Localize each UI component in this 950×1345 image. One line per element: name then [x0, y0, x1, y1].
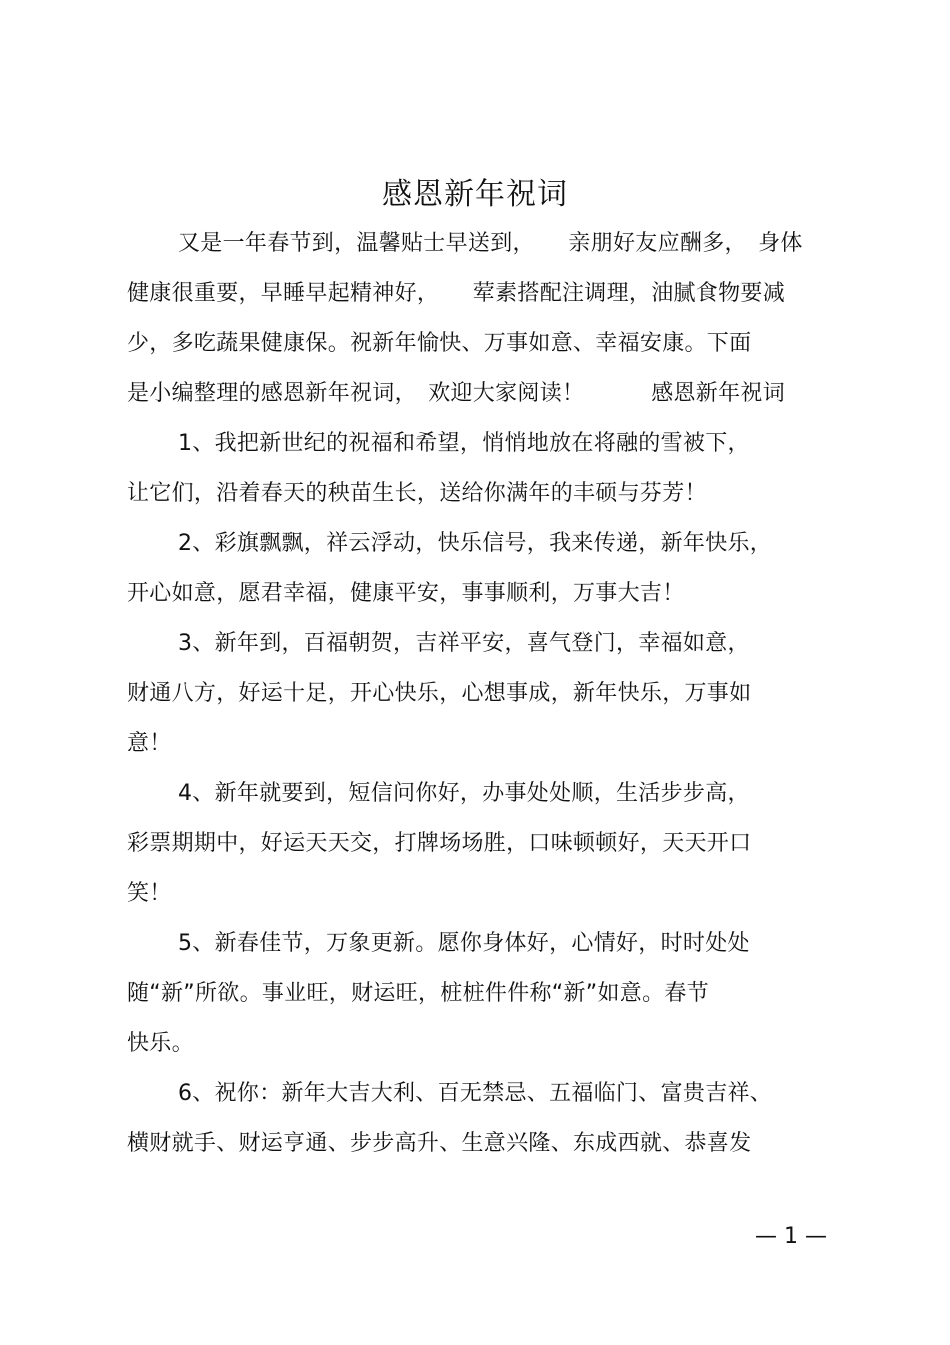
text-line: 1、我把新世纪的祝福和希望，悄悄地放在将融的雪被下，	[178, 431, 750, 456]
text-line: 随“新”所欲。事业旺，财运旺，桩桩件件称“新”如意。春节	[127, 981, 709, 1006]
text-line: 横财就手、财运亨通、步步高升、生意兴隆、东成西就、恭喜发	[127, 1131, 752, 1156]
page-number: — 1 —	[755, 1224, 827, 1249]
text-line: 财通八方，好运十足，开心快乐，心想事成，新年快乐，万事如	[127, 681, 752, 706]
text-line: 又是一年春节到，温馨贴士早送到， 亲朋好友应酬多， 身体	[178, 231, 803, 256]
text-line: 少，多吃蔬果健康保。祝新年愉快、万事如意、幸福安康。下面	[127, 331, 752, 356]
text-line: 彩票期期中，好运天天交，打牌场场胜，口味顿顿好，天天开口	[127, 831, 752, 856]
text-line: 4、新年就要到，短信问你好，办事处处顺，生活步步高，	[178, 781, 750, 806]
text-line: 意！	[127, 731, 172, 756]
text-line: 笑！	[127, 881, 172, 906]
text-line: 2、彩旗飘飘，祥云浮动，快乐信号，我来传递，新年快乐，	[178, 531, 773, 556]
document-title: 感恩新年祝词	[382, 177, 568, 212]
text-line: 6、祝你：新年大吉大利、百无禁忌、五福临门、富贵吉祥、	[178, 1081, 773, 1106]
text-line: 3、新年到，百福朝贺，吉祥平安，喜气登门，幸福如意，	[178, 631, 750, 656]
text-line: 健康很重要，早睡早起精神好， 荤素搭配注调理，油腻食物要减	[127, 281, 786, 306]
text-line: 5、新春佳节，万象更新。愿你身体好，心情好，时时处处	[178, 931, 750, 956]
text-line: 快乐。	[127, 1031, 194, 1056]
text-line: 让它们，沿着春天的秧苗生长，送给你满年的丰硕与芬芳！	[127, 481, 707, 506]
text-line: 开心如意，愿君幸福，健康平安，事事顺利，万事大吉！	[127, 581, 685, 606]
text-line: 是小编整理的感恩新年祝词， 欢迎大家阅读！ 感恩新年祝词	[127, 381, 786, 406]
